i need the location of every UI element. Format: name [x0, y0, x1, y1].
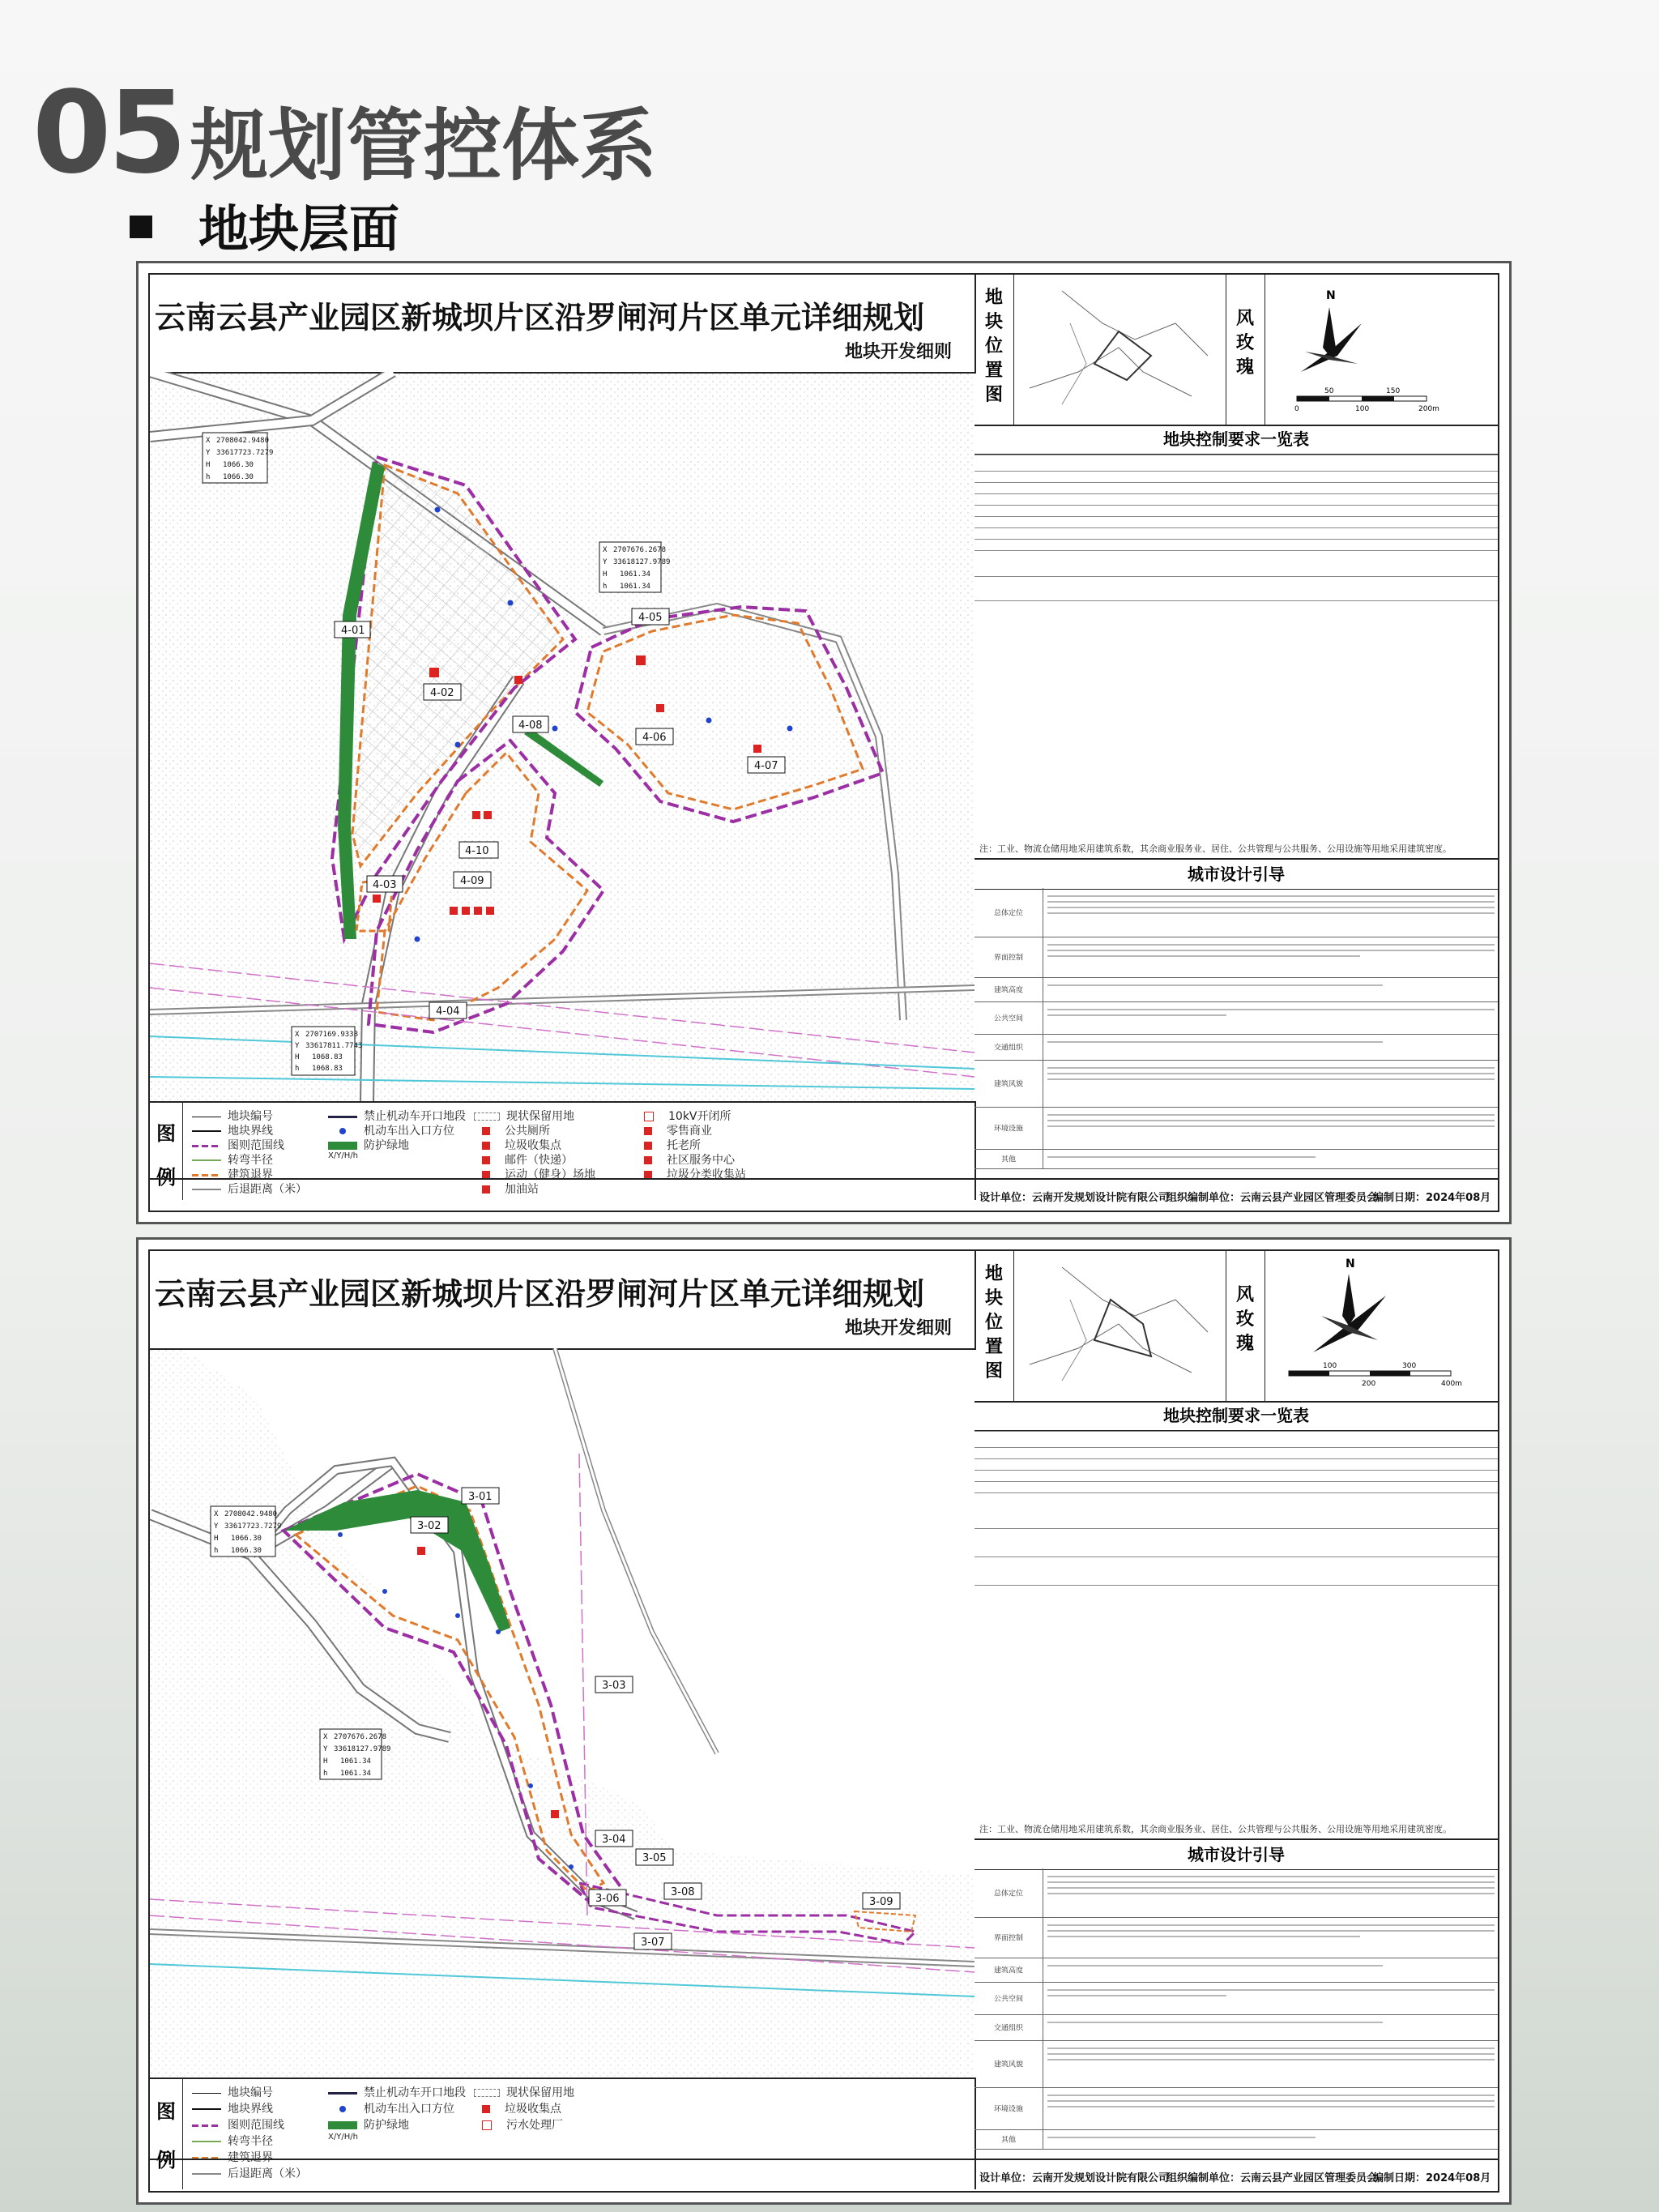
svg-text:H: H: [323, 1757, 328, 1766]
svg-text:H: H: [603, 570, 608, 579]
svg-text:1066.30: 1066.30: [231, 1535, 262, 1543]
svg-text:Y: Y: [323, 1745, 328, 1753]
section-number: 05: [32, 67, 184, 199]
svg-text:h: h: [603, 583, 608, 591]
svg-text:33617723.7279: 33617723.7279: [224, 1522, 282, 1531]
sheet-footer: 设计单位：云南开发规划设计院有限公司 组织编制单位：云南云县产业园区管理委员会 编制日期：2024年08月: [150, 2159, 1498, 2191]
map-legend: 图 例 地块编号 地块界线 图则范围线 转弯半径 建筑退界 后退距离（米） 禁止机动车开口地段 机动车出入口方位 防护绿地 X/Y/H/h 现状保留用地 垃圾收集点 污水处理厂: [150, 2077, 976, 2189]
svg-text:X: X: [295, 1031, 300, 1039]
svg-text:33618127.9789: 33618127.9789: [334, 1745, 391, 1753]
svg-text:0: 0: [1294, 405, 1299, 413]
svg-text:N: N: [1326, 289, 1336, 302]
parcel-map: [150, 372, 975, 1101]
svg-text:2708042.9480: 2708042.9480: [216, 437, 270, 445]
sheet-footer: 设计单位：云南开发规划设计院有限公司 组织编制单位：云南云县产业园区管理委员会 编制日期：2024年08月: [150, 1178, 1498, 1211]
control-table-title: 地块控制要求一览表: [975, 425, 1498, 455]
svg-text:X: X: [323, 1733, 328, 1741]
location-label: 地块位置图: [975, 275, 1014, 426]
parcel-label: 4-10: [465, 845, 489, 857]
parcel-label: 3-01: [468, 1491, 493, 1503]
svg-text:h: h: [206, 473, 211, 481]
svg-text:h: h: [323, 1770, 328, 1778]
parcel-label: 4-06: [642, 732, 667, 744]
location-label: 地块位置图: [975, 1251, 1014, 1403]
wind-rose-label: 风玫瑰: [1226, 275, 1265, 426]
location-map: [1013, 275, 1226, 426]
parcel-label: 3-07: [641, 1937, 665, 1949]
svg-text:1061.34: 1061.34: [340, 1757, 371, 1766]
wind-rose: [1265, 1251, 1498, 1403]
parcel-label: 4-08: [518, 720, 543, 732]
svg-text:200m: 200m: [1418, 405, 1439, 413]
svg-text:X: X: [603, 546, 608, 554]
parcel-label: 3-05: [642, 1852, 667, 1864]
sheet-side-panel: 地块位置图 风玫瑰 N 100 300 200 400m 地块控制要求一览表 注：工业、物流仓储用地采用建筑系数，其余商业服务业、居住、公共管理与公共服务、公用设施等用地采用建筑密度。 城市设计引导 总体定位 界面控制 建筑高度 公共空间 交通组织 建筑风貌 环境设施 其他: [975, 1251, 1498, 2191]
svg-text:300: 300: [1402, 1362, 1417, 1370]
svg-text:50: 50: [1324, 387, 1334, 395]
control-table: [975, 455, 1498, 681]
parcel-label: 3-09: [869, 1896, 893, 1908]
svg-text:2707676.2678: 2707676.2678: [334, 1733, 387, 1741]
parcel-label: 4-03: [373, 879, 397, 891]
svg-text:2707676.2678: 2707676.2678: [613, 546, 667, 554]
section-subtitle: 地块层面: [198, 199, 400, 258]
svg-text:H: H: [295, 1053, 300, 1061]
svg-text:1068.83: 1068.83: [312, 1053, 343, 1061]
svg-text:1068.83: 1068.83: [312, 1065, 343, 1073]
svg-text:X: X: [206, 437, 211, 445]
svg-text:150: 150: [1386, 387, 1401, 395]
svg-text:h: h: [295, 1065, 300, 1073]
table-note: 注：工业、物流仓储用地采用建筑系数，其余商业服务业、居住、公共管理与公共服务、公用设施等用地采用建筑密度。: [979, 1824, 1452, 1834]
svg-text:100: 100: [1355, 405, 1370, 413]
sheet-side-panel: 地块位置图 风玫瑰 N 50 150 0 100 200m 地块控制要求一览表 注：工业、物流仓储用地采用建筑系数，其余商业服务业、居住、公共管理与公共服务、公用设施等用地采用建筑密度。 城市设计引导 总体定位 界面控制 建筑高度 公共空间 交通组织 建筑风貌 环境设施 其他: [975, 275, 1498, 1211]
svg-text:Y: Y: [214, 1522, 219, 1531]
svg-text:33617811.7743: 33617811.7743: [305, 1042, 363, 1050]
wind-rose: [1265, 275, 1498, 426]
svg-text:33617723.7279: 33617723.7279: [216, 449, 274, 457]
section-title: 规划管控体系: [190, 100, 657, 191]
control-table-title: 地块控制要求一览表: [975, 1401, 1498, 1431]
svg-text:33618127.9789: 33618127.9789: [613, 558, 671, 566]
sheet-subtitle: 地块开发细则: [844, 342, 952, 362]
svg-text:X: X: [214, 1510, 219, 1518]
svg-text:2707169.9338: 2707169.9338: [305, 1031, 359, 1039]
svg-text:1066.30: 1066.30: [223, 473, 254, 481]
parcel-label: 3-04: [602, 1834, 626, 1846]
location-map: [1013, 1251, 1226, 1403]
sheet-title: 云南云县产业园区新城坝片区沿罗闸河片区单元详细规划: [155, 300, 925, 335]
svg-text:H: H: [214, 1535, 219, 1543]
plan-sheet-2: [136, 1237, 1512, 2205]
svg-text:H: H: [206, 461, 211, 469]
urban-design-title: 城市设计引导: [975, 1838, 1498, 1870]
svg-text:400m: 400m: [1441, 1380, 1462, 1388]
svg-text:Y: Y: [603, 558, 608, 566]
map-legend: 图 例 地块编号 地块界线 图则范围线 转弯半径 建筑退界 后退距离（米） 禁止机动车开口地段 机动车出入口方位 防护绿地 X/Y/H/h 现状保留用地 公共厕所 垃圾收集点 邮件（快递） 运动（健身）场地 加油站 10kV开闭所 零售商业 托老所 社区服务中心 垃圾分类收集站: [150, 1101, 976, 1200]
svg-text:1061.34: 1061.34: [340, 1770, 371, 1778]
parcel-label: 4-05: [638, 612, 663, 624]
wind-rose-label: 风玫瑰: [1226, 1251, 1265, 1403]
svg-text:Y: Y: [295, 1042, 300, 1050]
parcel-label: 3-06: [595, 1893, 620, 1905]
sheet-title-block: [150, 1251, 976, 1350]
svg-text:1061.34: 1061.34: [620, 570, 650, 579]
svg-text:100: 100: [1323, 1362, 1337, 1370]
svg-text:1066.30: 1066.30: [231, 1547, 262, 1555]
sheet-title-block: [150, 275, 976, 374]
svg-text:1066.30: 1066.30: [223, 461, 254, 469]
sheet-title: 云南云县产业园区新城坝片区沿罗闸河片区单元详细规划: [155, 1276, 925, 1312]
plan-sheet-1: [136, 261, 1512, 1224]
urban-design-title: 城市设计引导: [975, 858, 1498, 890]
parcel-label: 4-04: [436, 1006, 460, 1018]
svg-text:Y: Y: [206, 449, 211, 457]
svg-text:200: 200: [1362, 1380, 1376, 1388]
parcel-label: 3-03: [602, 1680, 626, 1692]
parcel-label: 3-02: [417, 1520, 441, 1532]
svg-text:h: h: [214, 1547, 219, 1555]
parcel-label: 3-08: [671, 1886, 695, 1898]
table-note: 注：工业、物流仓储用地采用建筑系数，其余商业服务业、居住、公共管理与公共服务、公用设施等用地采用建筑密度。: [979, 843, 1452, 854]
parcel-label: 4-07: [754, 760, 778, 772]
parcel-label: 4-09: [460, 875, 484, 887]
svg-text:N: N: [1346, 1258, 1355, 1270]
sheet-subtitle: 地块开发细则: [844, 1318, 952, 1339]
parcel-label: 4-02: [430, 687, 454, 699]
parcel-label: 4-01: [341, 625, 365, 637]
parcel-map: [150, 1348, 975, 2077]
bullet-square-icon: [130, 216, 152, 238]
svg-text:2708042.9480: 2708042.9480: [224, 1510, 278, 1518]
svg-text:1061.34: 1061.34: [620, 583, 650, 591]
control-table: [975, 1431, 1498, 1658]
